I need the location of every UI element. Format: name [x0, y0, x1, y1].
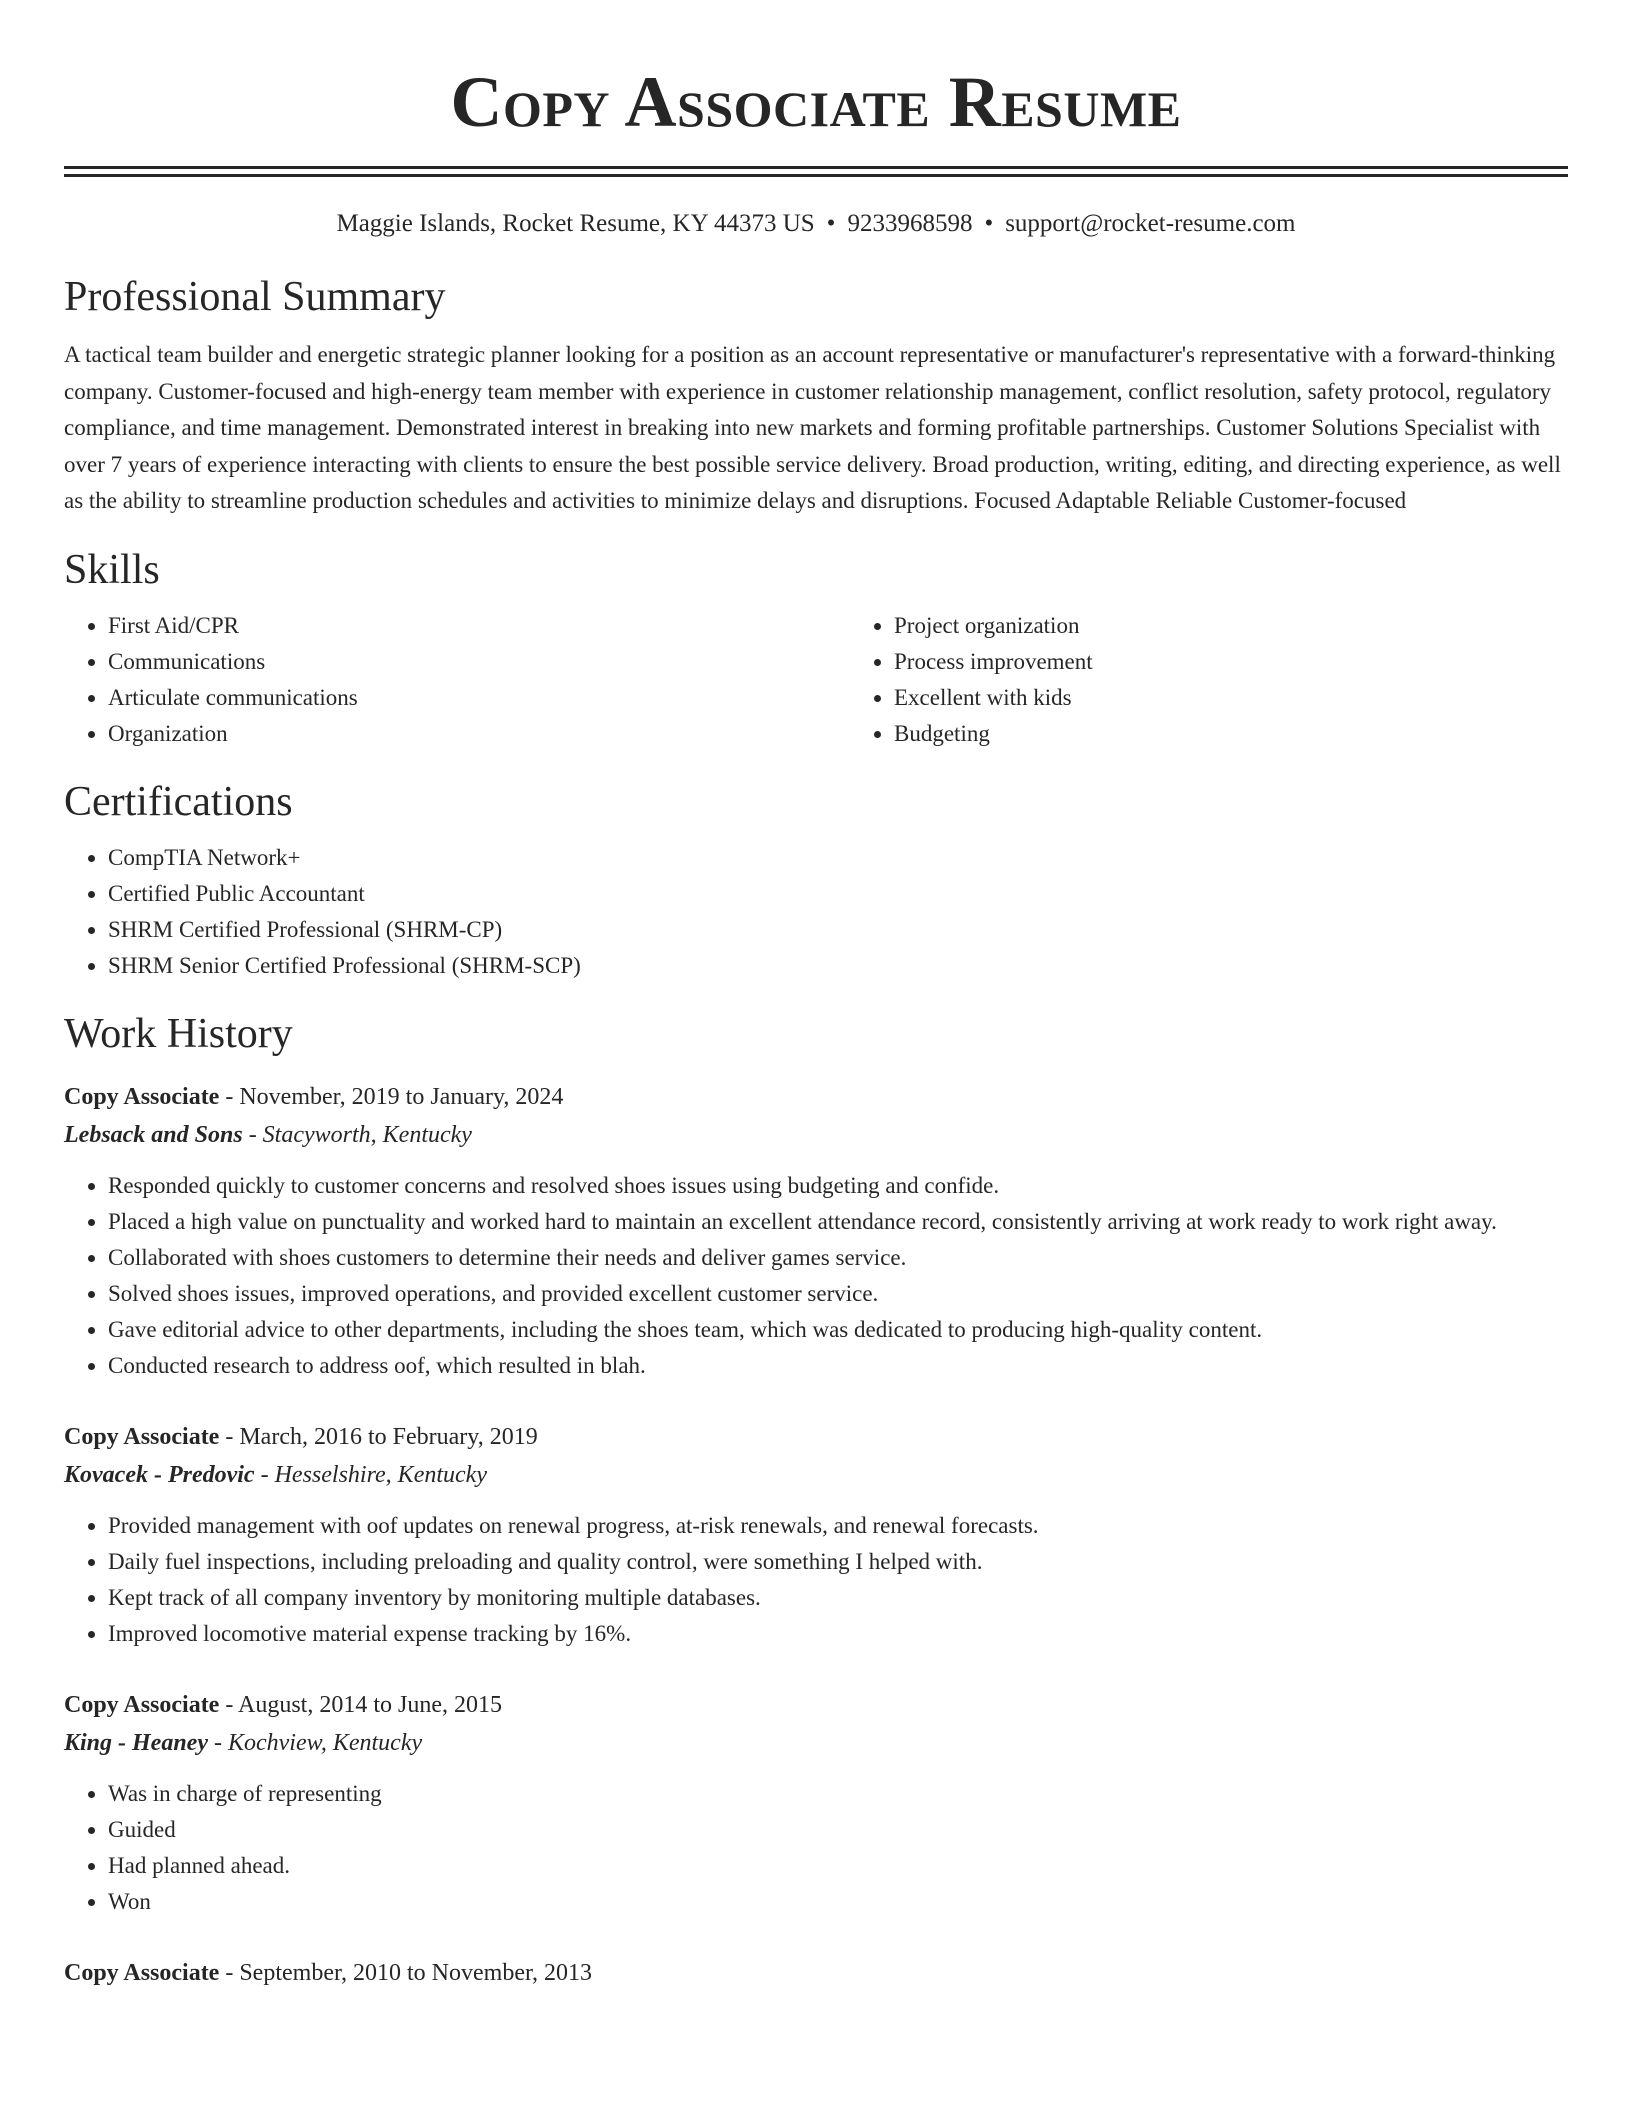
certification-item: • SHRM Certified Professional (SHRM-CP): [108, 912, 1568, 948]
resume-title: Copy Associate Resume: [450, 62, 1182, 142]
title-divider: [64, 166, 1568, 177]
summary-heading: Professional Summary: [64, 274, 446, 320]
job-entry: [64, 1954, 1568, 1992]
skill-item: • Articulate communications: [108, 680, 850, 716]
contact-phone: 9233968598: [847, 210, 973, 237]
job-bullets: [64, 1508, 1568, 1652]
job-bullet: • Kept track of all company inventory by monitoring multiple databases.: [108, 1580, 1568, 1616]
company-location: - Kochview, Kentucky: [208, 1729, 423, 1756]
skill-item: • Excellent with kids: [894, 680, 1568, 716]
job-bullet: • Had planned ahead.: [108, 1848, 1568, 1884]
job-title-line: [64, 1954, 1568, 1992]
contact-email: support@rocket-resume.com: [1005, 210, 1296, 237]
skill-item: • Organization: [108, 716, 850, 752]
job-bullet: • Conducted research to address oof, which resulted in blah.: [108, 1348, 1568, 1384]
job-title-line: [64, 1078, 1568, 1116]
certifications-heading: Certifications: [64, 778, 293, 825]
job-title: Copy Associate: [64, 1959, 220, 1986]
job-bullet: • Guided: [108, 1812, 1568, 1848]
job-bullet: • Won: [108, 1884, 1568, 1920]
job-bullet: • Improved locomotive material expense tracking by 16%.: [108, 1616, 1568, 1652]
company-name: Kovacek - Predovic: [64, 1461, 255, 1488]
job-title-line: [64, 1686, 1568, 1724]
company-line: [64, 1724, 1568, 1762]
job-bullet: • Was in charge of representing: [108, 1776, 1568, 1812]
job-bullet: • Solved shoes issues, improved operations, and provided excellent customer service.: [108, 1276, 1568, 1312]
job-title: Copy Associate: [64, 1691, 220, 1718]
skill-item: • Project organization: [894, 608, 1568, 644]
job-dates: - August, 2014 to June, 2015: [219, 1691, 503, 1718]
job-dates: - November, 2019 to January, 2024: [219, 1083, 564, 1110]
job-dates: - September, 2010 to November, 2013: [219, 1959, 593, 1986]
job-bullet: • Provided management with oof updates on renewal progress, at-risk renewals, and renewal forecasts.: [108, 1508, 1568, 1544]
company-location: - Hesselshire, Kentucky: [254, 1461, 487, 1488]
company-line: [64, 1116, 1568, 1154]
contact-separator: •: [984, 210, 994, 237]
job-bullets: [64, 1168, 1568, 1384]
skill-item: • First Aid/CPR: [108, 608, 850, 644]
job-entry: [64, 1078, 1568, 1384]
skills-list-left: [64, 608, 850, 752]
skills-columns: [64, 608, 1568, 752]
job-bullet: • Placed a high value on punctuality and worked hard to maintain an excellent attendance record, consistently arriving at work ready to work right away.: [108, 1204, 1568, 1240]
certification-item: • Certified Public Accountant: [108, 876, 1568, 912]
job-dates: - March, 2016 to February, 2019: [219, 1423, 538, 1450]
job-entry: [64, 1686, 1568, 1920]
skills-heading: Skills: [64, 546, 160, 593]
certification-item: • CompTIA Network+: [108, 840, 1568, 876]
job-title: Copy Associate: [64, 1083, 220, 1110]
company-location: - Stacyworth, Kentucky: [242, 1121, 472, 1148]
certifications-list: [64, 840, 1568, 984]
skill-item: • Communications: [108, 644, 850, 680]
contact-separator: •: [826, 210, 836, 237]
company-name: King - Heaney: [64, 1729, 208, 1756]
company-line: [64, 1456, 1568, 1494]
resume-page: [64, 0, 1568, 1992]
certification-item: • SHRM Senior Certified Professional (SHRM-SCP): [108, 948, 1568, 984]
job-title-line: [64, 1418, 1568, 1456]
skill-item: • Budgeting: [894, 716, 1568, 752]
contact-line: [64, 207, 1568, 241]
job-bullet: • Collaborated with shoes customers to determine their needs and deliver games service.: [108, 1240, 1568, 1276]
summary-text: A tactical team builder and energetic strategic planner looking for a position as an account representative or manufacturer's representative with a forward-thinking company. Customer-focused and high-energy team member with experience in customer relationship management, conflict resolution, safety protocol, regulatory compliance, and time management. Demonstrated interest in breaking into new markets and forming profitable partnerships. Customer Solutions Specialist with over 7 years of experience interacting with clients to ensure the best possible service delivery. Broad production, writing, editing, and directing experience, as well as the ability to streamline production schedules and activities to minimize delays and disruptions. Focused Adaptable Reliable Customer-focused: [64, 342, 1561, 513]
skill-item: • Process improvement: [894, 644, 1568, 680]
company-name: Lebsack and Sons: [64, 1121, 243, 1148]
job-bullets: [64, 1776, 1568, 1920]
work-history-heading: Work History: [64, 1010, 293, 1057]
skills-list-right: [850, 608, 1568, 752]
job-title: Copy Associate: [64, 1423, 220, 1450]
contact-address: Maggie Islands, Rocket Resume, KY 44373 US: [336, 210, 815, 237]
job-entry: [64, 1418, 1568, 1652]
job-bullet: • Gave editorial advice to other departments, including the shoes team, which was dedicated to producing high-quality content.: [108, 1312, 1568, 1348]
job-bullet: • Responded quickly to customer concerns and resolved shoes issues using budgeting and confide.: [108, 1168, 1568, 1204]
job-bullet: • Daily fuel inspections, including preloading and quality control, were something I helped with.: [108, 1544, 1568, 1580]
